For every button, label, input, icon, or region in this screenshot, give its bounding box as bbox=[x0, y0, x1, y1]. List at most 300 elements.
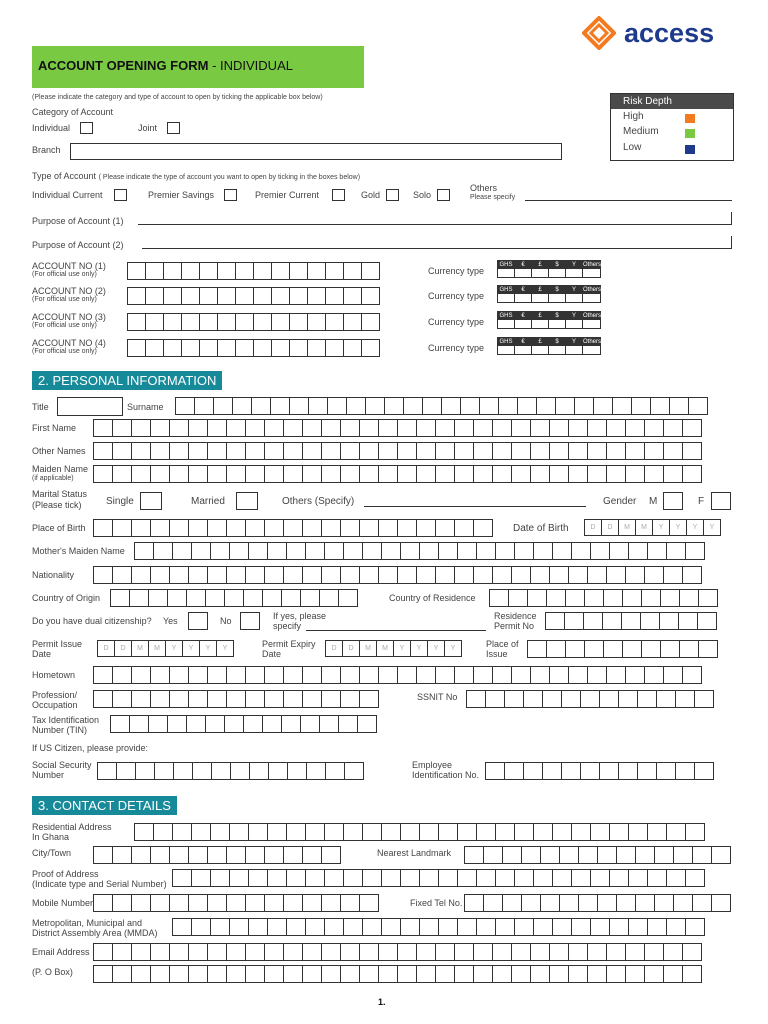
char-box[interactable] bbox=[271, 313, 290, 331]
char-box[interactable] bbox=[131, 519, 151, 537]
char-box[interactable] bbox=[210, 869, 230, 887]
char-box[interactable] bbox=[533, 918, 553, 936]
char-box[interactable] bbox=[378, 442, 398, 460]
account-no-boxes-2[interactable] bbox=[127, 287, 380, 305]
char-box[interactable] bbox=[590, 823, 610, 841]
char-box[interactable] bbox=[587, 419, 607, 437]
char-box[interactable] bbox=[194, 397, 214, 415]
char-box[interactable] bbox=[587, 465, 607, 483]
char-box[interactable] bbox=[416, 965, 436, 983]
char-box[interactable] bbox=[181, 313, 200, 331]
char-box[interactable] bbox=[186, 589, 206, 607]
char-box[interactable] bbox=[476, 918, 496, 936]
char-box[interactable] bbox=[286, 542, 306, 560]
char-box[interactable] bbox=[479, 397, 499, 415]
char-box[interactable] bbox=[606, 566, 626, 584]
char-box[interactable] bbox=[150, 943, 170, 961]
char-box[interactable] bbox=[625, 465, 645, 483]
char-box[interactable] bbox=[583, 612, 603, 630]
char-box[interactable] bbox=[169, 846, 189, 864]
char-box[interactable] bbox=[248, 918, 268, 936]
char-box[interactable] bbox=[229, 823, 249, 841]
gold-checkbox[interactable] bbox=[386, 189, 399, 201]
char-box[interactable] bbox=[492, 465, 512, 483]
char-box[interactable] bbox=[289, 397, 309, 415]
char-box[interactable] bbox=[590, 918, 610, 936]
char-box[interactable] bbox=[340, 690, 360, 708]
place-of-birth-boxes[interactable] bbox=[93, 519, 493, 537]
ein-boxes[interactable] bbox=[485, 762, 714, 780]
mmda-boxes[interactable] bbox=[172, 918, 705, 936]
char-box[interactable] bbox=[416, 419, 436, 437]
char-box[interactable] bbox=[397, 666, 417, 684]
char-box[interactable] bbox=[378, 519, 398, 537]
char-box[interactable] bbox=[492, 419, 512, 437]
char-box[interactable] bbox=[357, 715, 377, 733]
char-box[interactable] bbox=[205, 589, 225, 607]
char-box[interactable] bbox=[283, 442, 303, 460]
char-box[interactable] bbox=[145, 287, 164, 305]
char-box[interactable] bbox=[666, 869, 686, 887]
gender-f-checkbox[interactable] bbox=[711, 492, 731, 510]
char-box[interactable] bbox=[644, 566, 664, 584]
char-box[interactable] bbox=[199, 313, 218, 331]
title-field[interactable] bbox=[57, 397, 123, 416]
char-box[interactable] bbox=[205, 715, 225, 733]
char-box[interactable] bbox=[514, 823, 534, 841]
char-box[interactable] bbox=[584, 640, 604, 658]
char-box[interactable] bbox=[485, 762, 505, 780]
char-box[interactable] bbox=[679, 640, 699, 658]
char-box[interactable] bbox=[419, 823, 439, 841]
char-box[interactable] bbox=[552, 542, 572, 560]
char-box[interactable] bbox=[682, 465, 702, 483]
char-box[interactable] bbox=[711, 846, 731, 864]
individual-checkbox[interactable] bbox=[80, 122, 93, 134]
char-box[interactable] bbox=[673, 846, 693, 864]
char-box[interactable] bbox=[416, 943, 436, 961]
char-box[interactable] bbox=[135, 762, 155, 780]
char-box[interactable]: D bbox=[342, 640, 360, 657]
char-box[interactable] bbox=[264, 690, 284, 708]
char-box[interactable]: M bbox=[131, 640, 149, 657]
char-box[interactable] bbox=[343, 869, 363, 887]
char-box[interactable] bbox=[226, 419, 246, 437]
char-box[interactable] bbox=[167, 589, 187, 607]
char-box[interactable] bbox=[340, 566, 360, 584]
char-box[interactable] bbox=[188, 965, 208, 983]
char-box[interactable] bbox=[343, 823, 363, 841]
char-box[interactable] bbox=[559, 894, 579, 912]
char-box[interactable] bbox=[476, 869, 496, 887]
char-box[interactable] bbox=[625, 666, 645, 684]
char-box[interactable] bbox=[682, 666, 702, 684]
char-box[interactable] bbox=[359, 566, 379, 584]
char-box[interactable] bbox=[321, 419, 341, 437]
char-box[interactable] bbox=[210, 542, 230, 560]
char-box[interactable] bbox=[264, 666, 284, 684]
char-box[interactable] bbox=[226, 666, 246, 684]
char-box[interactable] bbox=[302, 442, 322, 460]
char-box[interactable] bbox=[321, 965, 341, 983]
char-box[interactable] bbox=[593, 397, 613, 415]
char-box[interactable] bbox=[153, 823, 173, 841]
char-box[interactable] bbox=[283, 846, 303, 864]
char-box[interactable] bbox=[150, 690, 170, 708]
char-box[interactable] bbox=[154, 762, 174, 780]
char-box[interactable] bbox=[533, 542, 553, 560]
char-box[interactable] bbox=[603, 589, 623, 607]
char-box[interactable] bbox=[188, 419, 208, 437]
char-box[interactable] bbox=[644, 943, 664, 961]
char-box[interactable] bbox=[217, 313, 236, 331]
char-box[interactable]: Y bbox=[444, 640, 462, 657]
char-box[interactable] bbox=[666, 823, 686, 841]
char-box[interactable] bbox=[302, 894, 322, 912]
char-box[interactable]: Y bbox=[703, 519, 721, 536]
char-box[interactable] bbox=[606, 666, 626, 684]
char-box[interactable] bbox=[397, 465, 417, 483]
char-box[interactable] bbox=[530, 465, 550, 483]
char-box[interactable] bbox=[321, 846, 341, 864]
char-box[interactable] bbox=[663, 965, 683, 983]
char-box[interactable] bbox=[549, 943, 569, 961]
char-box[interactable] bbox=[568, 566, 588, 584]
char-box[interactable] bbox=[207, 846, 227, 864]
char-box[interactable] bbox=[338, 715, 358, 733]
char-box[interactable] bbox=[666, 918, 686, 936]
char-box[interactable] bbox=[527, 589, 547, 607]
char-box[interactable] bbox=[552, 823, 572, 841]
char-box[interactable] bbox=[609, 542, 629, 560]
char-box[interactable] bbox=[361, 262, 380, 280]
char-box[interactable] bbox=[186, 715, 206, 733]
char-box[interactable] bbox=[245, 690, 265, 708]
ssn-boxes[interactable] bbox=[97, 762, 364, 780]
char-box[interactable] bbox=[226, 519, 246, 537]
char-box[interactable] bbox=[343, 287, 362, 305]
char-box[interactable] bbox=[514, 918, 534, 936]
char-box[interactable] bbox=[207, 965, 227, 983]
char-box[interactable] bbox=[511, 465, 531, 483]
char-box[interactable] bbox=[609, 869, 629, 887]
char-box[interactable] bbox=[381, 823, 401, 841]
char-box[interactable] bbox=[271, 262, 290, 280]
char-box[interactable] bbox=[457, 869, 477, 887]
char-box[interactable] bbox=[230, 762, 250, 780]
char-box[interactable] bbox=[422, 397, 442, 415]
char-box[interactable] bbox=[253, 262, 272, 280]
char-box[interactable] bbox=[546, 589, 566, 607]
char-box[interactable] bbox=[473, 519, 493, 537]
char-box[interactable] bbox=[249, 762, 269, 780]
char-box[interactable] bbox=[325, 287, 344, 305]
char-box[interactable] bbox=[172, 542, 192, 560]
char-box[interactable] bbox=[552, 869, 572, 887]
char-box[interactable] bbox=[397, 566, 417, 584]
char-box[interactable] bbox=[584, 589, 604, 607]
permit-issue-boxes[interactable] bbox=[97, 640, 234, 658]
char-box[interactable] bbox=[669, 397, 689, 415]
char-box[interactable] bbox=[131, 442, 151, 460]
char-box[interactable]: Y bbox=[393, 640, 411, 657]
char-box[interactable] bbox=[625, 442, 645, 460]
single-checkbox[interactable] bbox=[140, 492, 162, 510]
currency-type-boxes-1[interactable] bbox=[497, 260, 601, 278]
char-box[interactable] bbox=[210, 918, 230, 936]
char-box[interactable] bbox=[286, 823, 306, 841]
char-box[interactable] bbox=[359, 965, 379, 983]
char-box[interactable] bbox=[495, 869, 515, 887]
char-box[interactable] bbox=[308, 397, 328, 415]
char-box[interactable] bbox=[169, 465, 189, 483]
char-box[interactable] bbox=[460, 397, 480, 415]
char-box[interactable] bbox=[245, 419, 265, 437]
maiden-name-boxes[interactable] bbox=[93, 465, 702, 483]
char-box[interactable] bbox=[694, 762, 714, 780]
char-box[interactable] bbox=[616, 894, 636, 912]
char-box[interactable] bbox=[578, 894, 598, 912]
char-box[interactable] bbox=[169, 519, 189, 537]
char-box[interactable] bbox=[188, 442, 208, 460]
char-box[interactable] bbox=[172, 918, 192, 936]
char-box[interactable] bbox=[243, 715, 263, 733]
char-box[interactable] bbox=[660, 640, 680, 658]
char-box[interactable] bbox=[338, 589, 358, 607]
char-box[interactable] bbox=[454, 419, 474, 437]
branch-field[interactable] bbox=[70, 143, 562, 160]
char-box[interactable] bbox=[599, 762, 619, 780]
char-box[interactable] bbox=[441, 397, 461, 415]
char-box[interactable] bbox=[93, 690, 113, 708]
hometown-boxes[interactable] bbox=[93, 666, 702, 684]
other-names-boxes[interactable] bbox=[93, 442, 702, 460]
char-box[interactable] bbox=[287, 762, 307, 780]
char-box[interactable] bbox=[647, 918, 667, 936]
char-box[interactable] bbox=[127, 313, 146, 331]
char-box[interactable] bbox=[251, 397, 271, 415]
char-box[interactable] bbox=[621, 612, 641, 630]
char-box[interactable] bbox=[381, 542, 401, 560]
char-box[interactable] bbox=[599, 690, 619, 708]
char-box[interactable] bbox=[654, 894, 674, 912]
char-box[interactable] bbox=[150, 846, 170, 864]
char-box[interactable] bbox=[688, 397, 708, 415]
char-box[interactable] bbox=[93, 666, 113, 684]
char-box[interactable] bbox=[679, 589, 699, 607]
char-box[interactable] bbox=[199, 339, 218, 357]
char-box[interactable] bbox=[647, 542, 667, 560]
char-box[interactable] bbox=[549, 442, 569, 460]
char-box[interactable] bbox=[305, 869, 325, 887]
char-box[interactable] bbox=[637, 690, 657, 708]
char-box[interactable] bbox=[97, 762, 117, 780]
char-box[interactable] bbox=[663, 943, 683, 961]
char-box[interactable] bbox=[590, 869, 610, 887]
char-box[interactable] bbox=[666, 542, 686, 560]
others-specify-line[interactable] bbox=[525, 200, 732, 201]
char-box[interactable] bbox=[340, 465, 360, 483]
char-box[interactable] bbox=[590, 542, 610, 560]
char-box[interactable] bbox=[235, 339, 254, 357]
char-box[interactable] bbox=[397, 943, 417, 961]
char-box[interactable] bbox=[384, 397, 404, 415]
char-box[interactable] bbox=[492, 965, 512, 983]
char-box[interactable] bbox=[492, 666, 512, 684]
char-box[interactable] bbox=[319, 715, 339, 733]
char-box[interactable] bbox=[365, 397, 385, 415]
char-box[interactable]: M bbox=[635, 519, 653, 536]
char-box[interactable] bbox=[523, 762, 543, 780]
char-box[interactable] bbox=[343, 542, 363, 560]
char-box[interactable] bbox=[587, 965, 607, 983]
char-box[interactable] bbox=[682, 566, 702, 584]
char-box[interactable] bbox=[540, 846, 560, 864]
char-box[interactable] bbox=[245, 666, 265, 684]
char-box[interactable] bbox=[473, 566, 493, 584]
char-box[interactable] bbox=[659, 612, 679, 630]
char-box[interactable] bbox=[625, 419, 645, 437]
char-box[interactable] bbox=[359, 519, 379, 537]
char-box[interactable] bbox=[264, 965, 284, 983]
char-box[interactable] bbox=[644, 465, 664, 483]
char-box[interactable] bbox=[530, 943, 550, 961]
char-box[interactable] bbox=[150, 965, 170, 983]
char-box[interactable] bbox=[163, 287, 182, 305]
char-box[interactable] bbox=[226, 690, 246, 708]
char-box[interactable] bbox=[112, 965, 132, 983]
char-box[interactable] bbox=[207, 442, 227, 460]
char-box[interactable] bbox=[435, 666, 455, 684]
char-box[interactable] bbox=[281, 589, 301, 607]
char-box[interactable] bbox=[400, 542, 420, 560]
char-box[interactable] bbox=[264, 566, 284, 584]
char-box[interactable] bbox=[464, 846, 484, 864]
char-box[interactable] bbox=[321, 442, 341, 460]
char-box[interactable]: Y bbox=[652, 519, 670, 536]
char-box[interactable] bbox=[169, 690, 189, 708]
char-box[interactable] bbox=[502, 894, 522, 912]
premier-current-checkbox[interactable] bbox=[332, 189, 345, 201]
char-box[interactable]: D bbox=[325, 640, 343, 657]
char-box[interactable] bbox=[640, 612, 660, 630]
char-box[interactable] bbox=[656, 690, 676, 708]
char-box[interactable] bbox=[245, 943, 265, 961]
char-box[interactable] bbox=[492, 442, 512, 460]
char-box[interactable] bbox=[603, 640, 623, 658]
char-box[interactable] bbox=[438, 918, 458, 936]
char-box[interactable] bbox=[660, 589, 680, 607]
char-box[interactable] bbox=[400, 823, 420, 841]
char-box[interactable] bbox=[561, 762, 581, 780]
char-box[interactable] bbox=[321, 894, 341, 912]
char-box[interactable] bbox=[340, 943, 360, 961]
char-box[interactable] bbox=[675, 690, 695, 708]
char-box[interactable] bbox=[207, 666, 227, 684]
char-box[interactable] bbox=[226, 465, 246, 483]
char-box[interactable] bbox=[226, 566, 246, 584]
char-box[interactable] bbox=[473, 419, 493, 437]
char-box[interactable] bbox=[226, 943, 246, 961]
char-box[interactable] bbox=[549, 566, 569, 584]
char-box[interactable] bbox=[435, 419, 455, 437]
char-box[interactable] bbox=[635, 846, 655, 864]
tin-boxes[interactable] bbox=[110, 715, 377, 733]
city-boxes[interactable] bbox=[93, 846, 341, 864]
char-box[interactable] bbox=[213, 397, 233, 415]
char-box[interactable] bbox=[359, 419, 379, 437]
char-box[interactable] bbox=[454, 965, 474, 983]
char-box[interactable] bbox=[264, 442, 284, 460]
char-box[interactable] bbox=[229, 918, 249, 936]
char-box[interactable] bbox=[307, 313, 326, 331]
char-box[interactable] bbox=[438, 823, 458, 841]
char-box[interactable] bbox=[568, 442, 588, 460]
char-box[interactable] bbox=[129, 589, 149, 607]
char-box[interactable] bbox=[362, 542, 382, 560]
char-box[interactable] bbox=[540, 894, 560, 912]
char-box[interactable] bbox=[457, 918, 477, 936]
char-box[interactable] bbox=[698, 589, 718, 607]
char-box[interactable] bbox=[131, 894, 151, 912]
char-box[interactable] bbox=[127, 339, 146, 357]
char-box[interactable] bbox=[682, 965, 702, 983]
char-box[interactable] bbox=[324, 918, 344, 936]
char-box[interactable] bbox=[245, 965, 265, 983]
char-box[interactable]: Y bbox=[165, 640, 183, 657]
char-box[interactable] bbox=[530, 965, 550, 983]
char-box[interactable] bbox=[644, 666, 664, 684]
char-box[interactable] bbox=[359, 666, 379, 684]
char-box[interactable] bbox=[232, 397, 252, 415]
char-box[interactable] bbox=[454, 442, 474, 460]
char-box[interactable] bbox=[378, 943, 398, 961]
char-box[interactable] bbox=[647, 869, 667, 887]
char-box[interactable] bbox=[112, 846, 132, 864]
char-box[interactable]: Y bbox=[216, 640, 234, 657]
char-box[interactable] bbox=[622, 640, 642, 658]
char-box[interactable] bbox=[127, 287, 146, 305]
char-box[interactable] bbox=[644, 965, 664, 983]
char-box[interactable] bbox=[473, 965, 493, 983]
char-box[interactable] bbox=[131, 690, 151, 708]
solo-checkbox[interactable] bbox=[437, 189, 450, 201]
char-box[interactable] bbox=[457, 823, 477, 841]
char-box[interactable] bbox=[325, 339, 344, 357]
char-box[interactable] bbox=[264, 846, 284, 864]
char-box[interactable] bbox=[606, 442, 626, 460]
fixed-tel-boxes[interactable] bbox=[464, 894, 731, 912]
char-box[interactable] bbox=[93, 943, 113, 961]
nationality-boxes[interactable] bbox=[93, 566, 702, 584]
char-box[interactable] bbox=[361, 313, 380, 331]
char-box[interactable] bbox=[110, 589, 130, 607]
residential-address-boxes[interactable] bbox=[134, 823, 705, 841]
char-box[interactable] bbox=[359, 465, 379, 483]
char-box[interactable] bbox=[129, 715, 149, 733]
char-box[interactable] bbox=[403, 397, 423, 415]
char-box[interactable] bbox=[435, 519, 455, 537]
first-name-boxes[interactable] bbox=[93, 419, 702, 437]
char-box[interactable] bbox=[511, 566, 531, 584]
char-box[interactable] bbox=[131, 965, 151, 983]
char-box[interactable] bbox=[191, 823, 211, 841]
char-box[interactable] bbox=[283, 566, 303, 584]
char-box[interactable] bbox=[229, 869, 249, 887]
char-box[interactable] bbox=[361, 339, 380, 357]
char-box[interactable] bbox=[454, 666, 474, 684]
char-box[interactable] bbox=[359, 894, 379, 912]
